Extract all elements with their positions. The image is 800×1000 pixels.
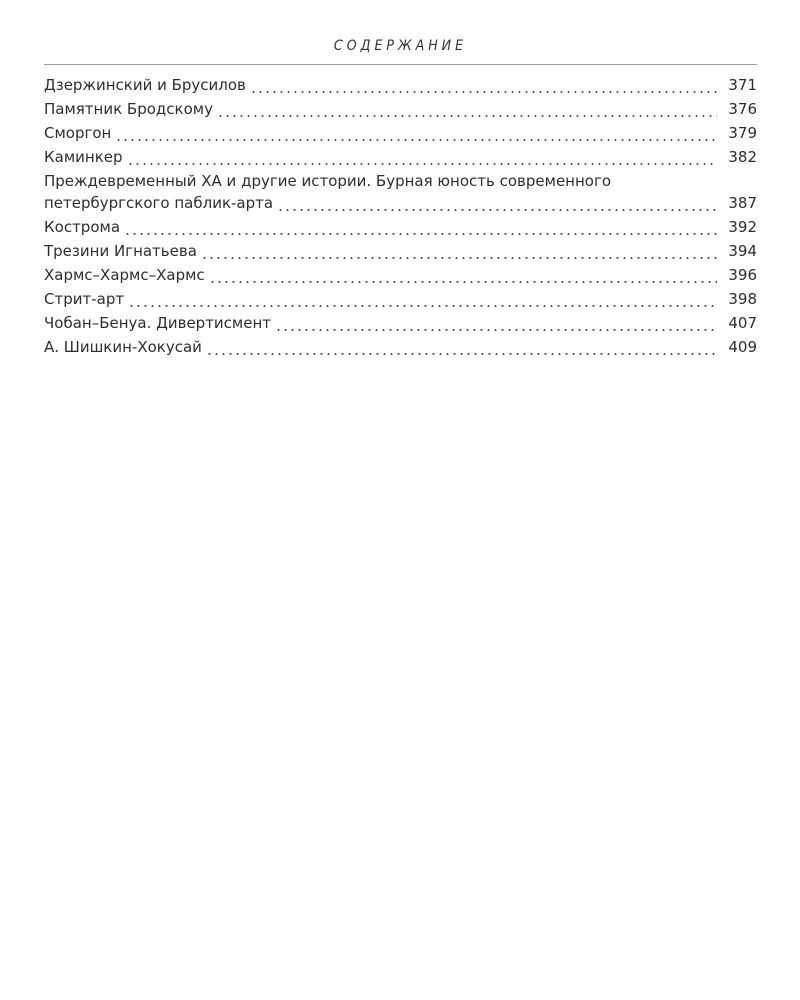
toc-entry[interactable] [44,170,757,214]
toc-entry[interactable] [44,122,757,144]
toc-entry[interactable] [44,336,757,358]
toc-entry[interactable] [44,74,757,96]
header-title: СОДЕРЖАНИЕ [333,38,468,54]
toc-entry[interactable] [44,288,757,310]
toc-entry-title: Чобан–Бенуа. Дивертисмент [44,314,272,332]
toc-entry-page: 379 [728,124,757,142]
dot-leader [277,192,717,214]
toc-entry[interactable] [44,146,757,168]
toc-entry-page: 392 [728,218,757,236]
toc-entry-title: Дзержинский и Брусилов [44,76,246,94]
toc-entry-title-line1: Преждевременный ХА и другие истории. Бурная юность современного [44,172,612,190]
dot-leader [275,312,717,334]
toc-entry-page: 407 [728,314,757,332]
toc-entry[interactable] [44,264,757,286]
toc-entry-title: Кострома [44,218,121,236]
toc-entry-page: 394 [728,242,757,260]
dot-leader [128,288,717,310]
dot-leader [201,240,717,262]
dot-leader [127,146,717,168]
dot-leader [206,336,717,358]
dot-leader [124,216,717,238]
toc-entry[interactable] [44,240,757,262]
toc-entry[interactable] [44,312,757,334]
toc-entry-title: Каминкер [44,148,123,166]
toc-entry-page: 376 [728,100,757,118]
toc-entry-title: Хармс–Хармс–Хармс [44,266,205,284]
toc-entry-title: Стрит-арт [44,290,125,308]
dot-leader [209,264,717,286]
toc-entry[interactable] [44,216,757,238]
dot-leader [217,98,717,120]
table-of-contents [44,74,757,358]
toc-entry-title: Сморгон [44,124,112,142]
page [44,30,757,360]
toc-entry-page: 382 [728,148,757,166]
dot-leader [115,122,717,144]
toc-entry-page: 387 [728,194,757,212]
header-rule [44,64,757,65]
toc-entry-title: Трезини Игнатьева [44,242,197,260]
dot-leader [250,74,717,96]
toc-entry[interactable] [44,98,757,120]
toc-entry-page: 398 [728,290,757,308]
toc-entry-title: Памятник Бродскому [44,100,213,118]
toc-entry-page: 409 [728,338,757,356]
toc-entry-title-line2: петербургского паблик-арта [44,194,274,212]
running-header [44,30,757,70]
toc-entry-page: 371 [728,76,757,94]
toc-entry-page: 396 [728,266,757,284]
toc-entry-title: А. Шишкин-Хокусай [44,338,202,356]
